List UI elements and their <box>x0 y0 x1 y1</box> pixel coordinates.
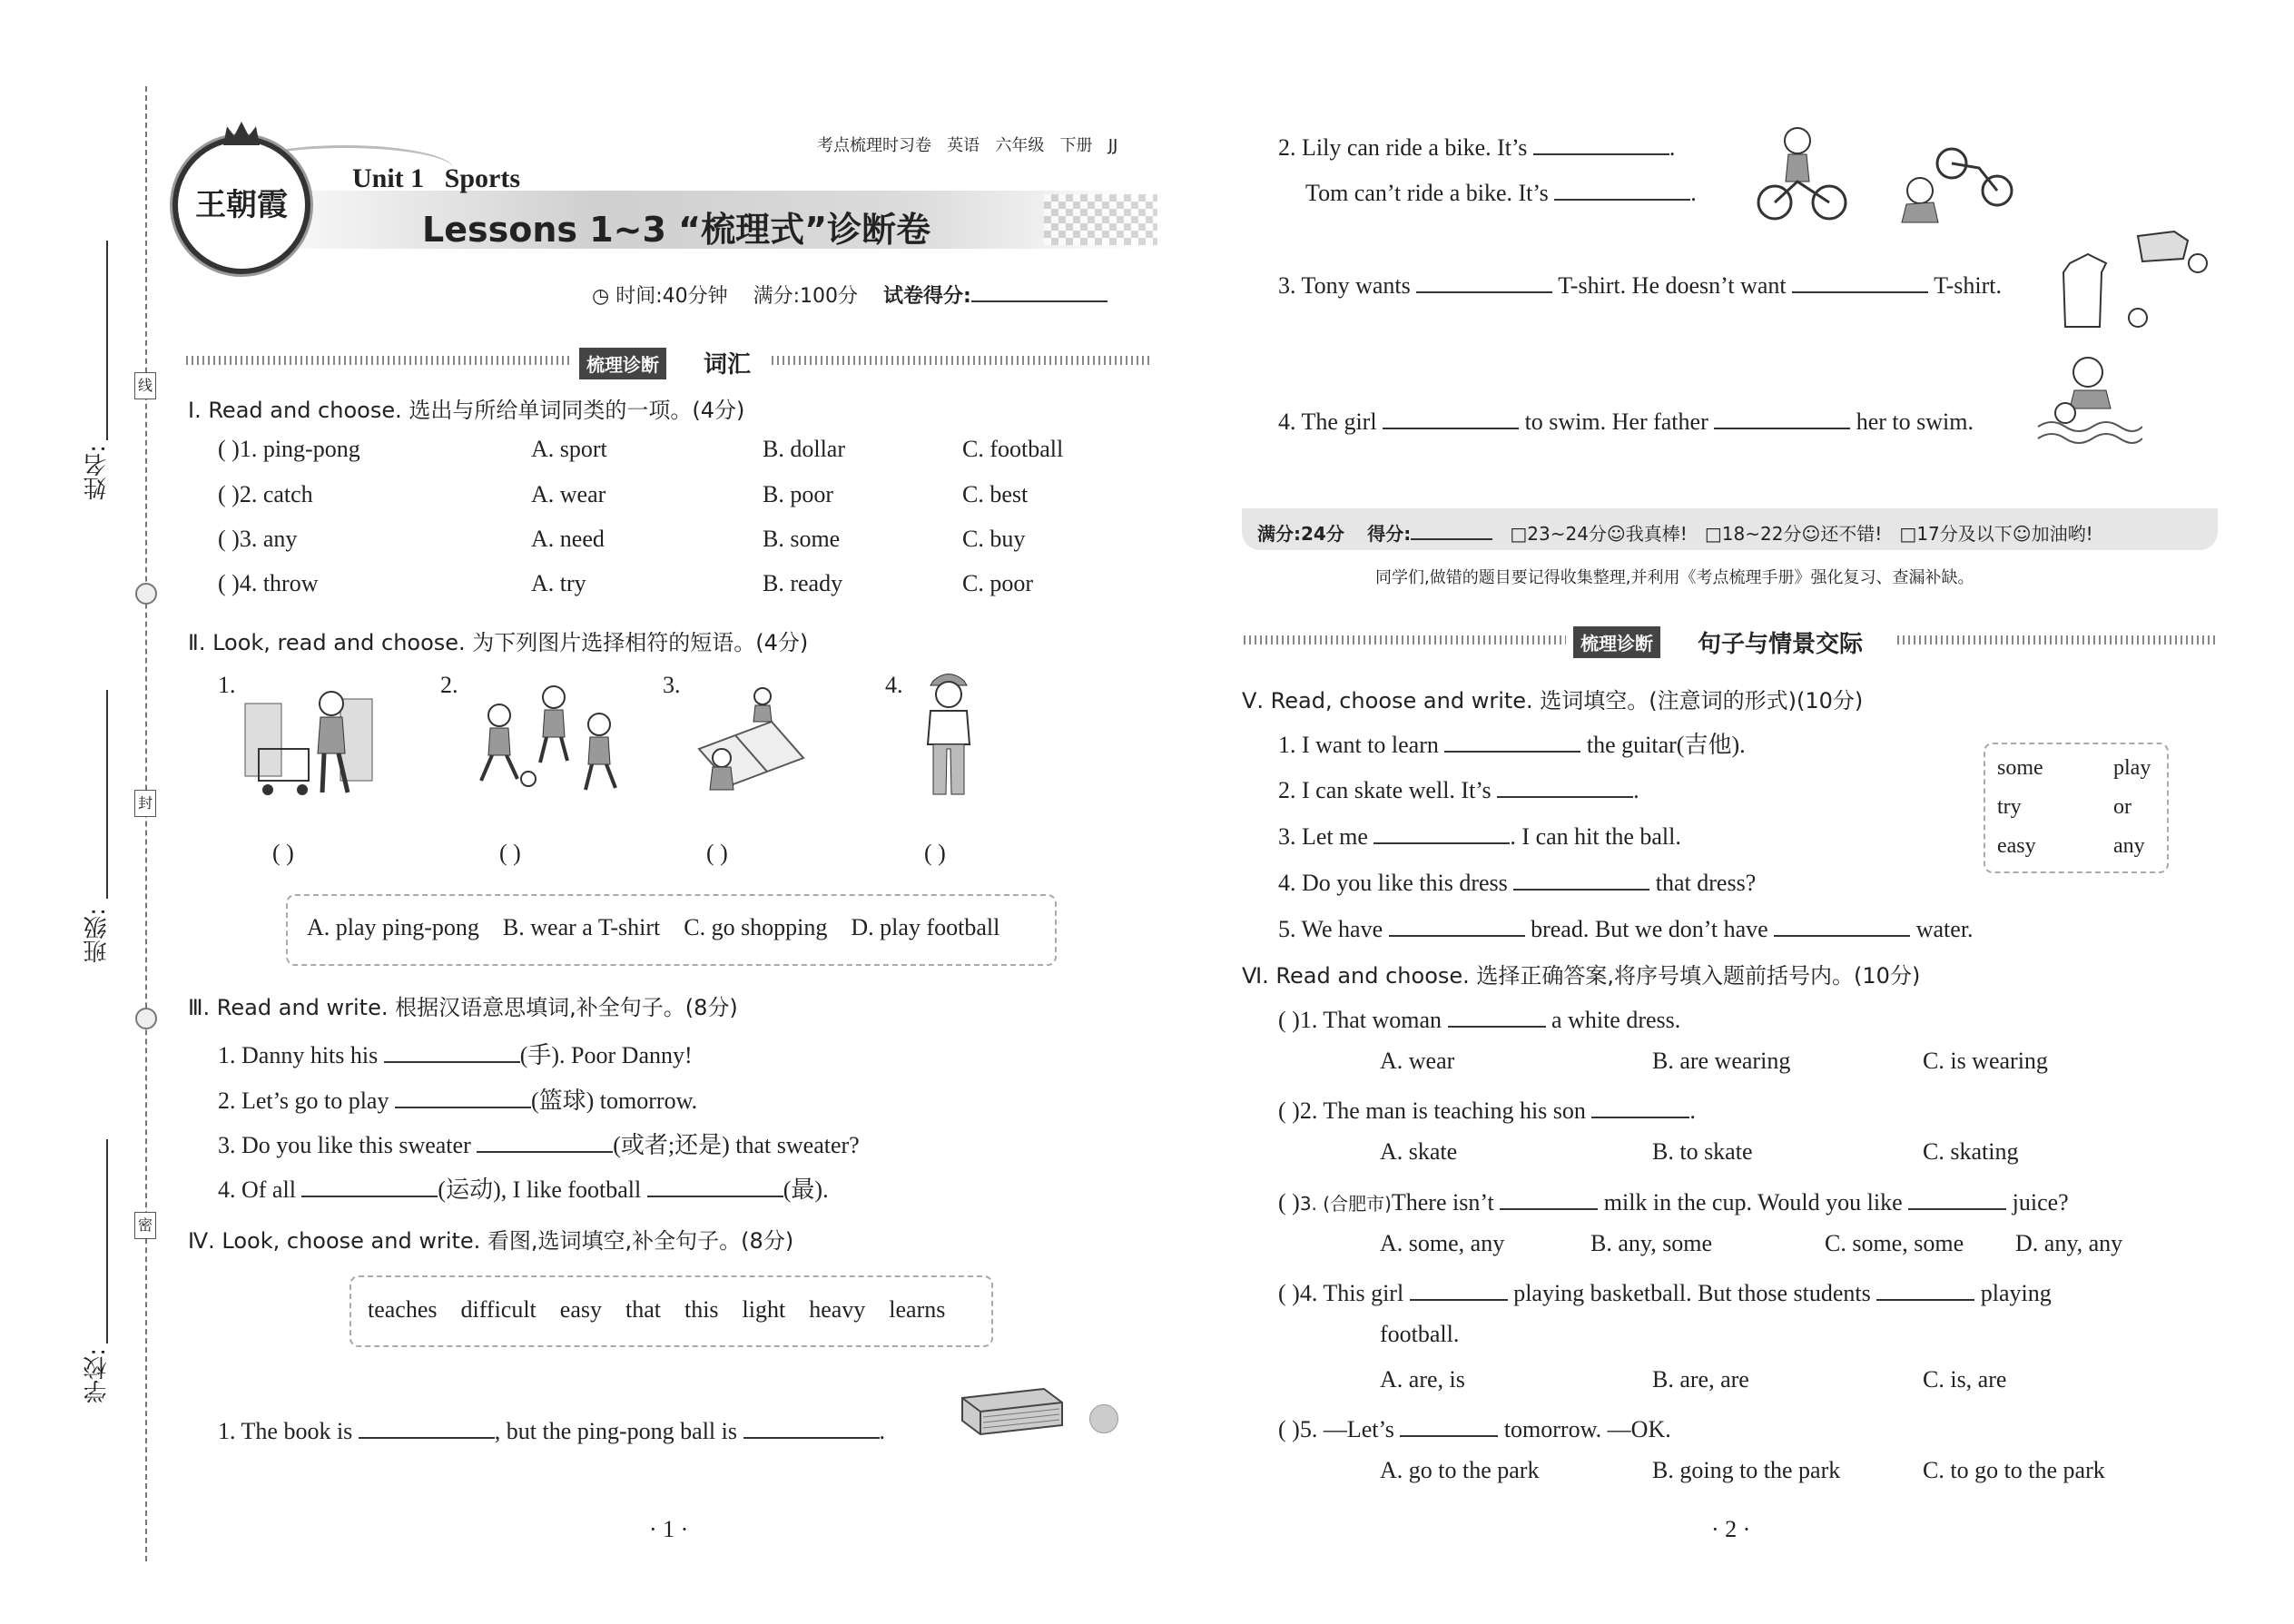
t-shirt-boy-picture <box>917 667 980 803</box>
q1-item: ( )2. catch <box>218 481 313 507</box>
section-title: 词汇 <box>704 351 752 379</box>
q1-option-a: A. need <box>531 526 605 552</box>
q3-title: Ⅲ. Read and write. 根据汉语意思填词,补全句子。(8分) <box>188 995 738 1020</box>
cut-mark-seal: 封 <box>134 790 156 817</box>
q2-num: 2. <box>440 672 458 698</box>
q5-word: any <box>2113 834 2145 858</box>
cut-mark-secret: 密 <box>134 1212 156 1239</box>
q1-list <box>218 436 1126 617</box>
answer-paren[interactable]: ( ) <box>1278 1416 1300 1442</box>
school-label: 学校: <box>84 1348 111 1403</box>
clock-icon: ◷ <box>592 285 610 308</box>
q1-item: ( )3. any <box>218 526 298 552</box>
q6-option[interactable]: B. any, some <box>1590 1230 1713 1256</box>
q5-line-5: 5. We have bread. But we don’t have water. <box>1278 911 1974 943</box>
q6-item-5: ( )5. —Let’s tomorrow. —OK. <box>1278 1412 1671 1443</box>
q6-option[interactable]: A. are, is <box>1380 1366 1465 1393</box>
q4-blank[interactable] <box>359 1413 495 1439</box>
section-rule <box>772 356 1153 365</box>
answer-paren[interactable]: ( ) <box>1278 1189 1300 1216</box>
bike-picture <box>1757 123 2029 227</box>
q1-option-b: B. poor <box>763 481 833 507</box>
answer-paren[interactable]: ( ) <box>1278 1007 1300 1033</box>
name-label: 姓名: <box>84 445 111 500</box>
ping-pong-picture <box>690 685 808 799</box>
q6-option[interactable]: A. skate <box>1380 1138 1458 1165</box>
q6-blank[interactable] <box>1400 1412 1498 1437</box>
q6-blank[interactable] <box>1591 1093 1689 1118</box>
cut-mark-line: 线 <box>134 372 156 399</box>
q1-option-a: A. sport <box>531 436 607 462</box>
q1-option-c: C. football <box>962 436 1064 462</box>
section-rule <box>1244 635 1566 645</box>
section-rule <box>186 356 572 365</box>
q4-words: teaches difficult easy that this light heavy learns <box>368 1296 946 1323</box>
q1-option-b: B. dollar <box>763 436 845 462</box>
q6-option[interactable]: B. are, are <box>1652 1366 1749 1393</box>
r-blank[interactable] <box>1533 130 1669 155</box>
q2-answer-paren[interactable]: ( ) <box>499 840 521 866</box>
q3-blank[interactable] <box>301 1172 438 1197</box>
q6-option[interactable]: A. some, any <box>1380 1230 1505 1256</box>
q2-answer-paren[interactable]: ( ) <box>706 840 728 866</box>
q3-line-2: 2. Let’s go to play (篮球) tomorrow. <box>218 1082 697 1116</box>
q6-option[interactable]: A. go to the park <box>1380 1457 1540 1483</box>
q5-blank[interactable] <box>1389 911 1525 937</box>
q6-option[interactable]: C. some, some <box>1825 1230 1964 1256</box>
q2-num: 3. <box>663 672 681 698</box>
q2-num: 1. <box>218 672 236 698</box>
q3-line-1: 1. Danny hits his (手). Poor Danny! <box>218 1037 693 1070</box>
q1-option-a: A. wear <box>531 481 606 507</box>
section-title: 句子与情景交际 <box>1698 631 1864 658</box>
r-blank[interactable] <box>1792 268 1928 293</box>
r-blank[interactable] <box>1714 404 1850 429</box>
score-bar-content: 满分:24分 得分: □23~24分☺我真棒! □18~22分☺还不错! □17分及以下☺加油哟! <box>1257 519 2093 546</box>
publisher-logo: 王朝霞 <box>172 136 310 274</box>
q6-option[interactable]: B. to skate <box>1652 1138 1753 1165</box>
q3-blank[interactable] <box>395 1083 531 1108</box>
q6-option[interactable]: C. to go to the park <box>1923 1457 2105 1483</box>
exam-meta: ◷ 时间:40分钟 满分:100分 试卷得分: <box>592 277 1108 309</box>
book-picture <box>958 1384 1067 1439</box>
r-line-3: 3. Tony wants T-shirt. He doesn’t want T-shirt. <box>1278 268 2002 300</box>
q6-blank[interactable] <box>1876 1275 1974 1301</box>
q5-word: some <box>1997 756 2043 780</box>
answer-paren[interactable]: ( ) <box>1278 1280 1300 1306</box>
page-number-2: · 2 · <box>1711 1516 1751 1542</box>
r-blank[interactable] <box>1416 268 1552 293</box>
r-line-2b: Tom can’t ride a bike. It’s . <box>1305 175 1697 207</box>
q5-word: easy <box>1997 834 2036 858</box>
smile-icon: ☺ <box>1606 523 1626 545</box>
binding-line <box>145 86 147 1561</box>
q6-item-2: ( )2. The man is teaching his son . <box>1278 1093 1696 1125</box>
swimming-picture <box>2033 349 2142 445</box>
q2-answer-paren[interactable]: ( ) <box>272 840 294 866</box>
q1-option-a: A. try <box>531 570 586 596</box>
q6-option[interactable]: B. are wearing <box>1652 1048 1791 1074</box>
t-shirts-picture <box>2047 227 2210 331</box>
q6-blank[interactable] <box>1908 1185 2006 1210</box>
binding-dot-icon <box>135 583 157 605</box>
q5-line-4: 4. Do you like this dress that dress? <box>1278 865 1756 897</box>
q6-option[interactable]: C. skating <box>1923 1138 2019 1165</box>
q3-blank[interactable] <box>384 1038 520 1063</box>
unit-title: Unit 1 Sports <box>352 163 521 193</box>
q6-option[interactable]: B. going to the park <box>1652 1457 1841 1483</box>
q4-title: Ⅳ. Look, choose and write. 看图,选词填空,补全句子。(8分) <box>188 1228 794 1254</box>
q1-item: ( )4. throw <box>218 570 319 596</box>
q5-word: play <box>2113 756 2151 780</box>
class-label: 班级: <box>84 908 111 963</box>
r-line-2a: 2. Lily can ride a bike. It’s . <box>1278 130 1675 162</box>
section-tag: 梳理诊断 <box>579 348 666 379</box>
review-note: 同学们,做错的题目要记得收集整理,并利用《考点梳理手册》强化复习、查漏补缺。 <box>1375 568 1974 587</box>
football-picture <box>463 681 626 799</box>
q2-num: 4. <box>885 672 903 698</box>
q1-title: Ⅰ. Read and choose. 选出与所给单词同类的一项。(4分) <box>188 398 745 423</box>
q5-line-1: 1. I want to learn the guitar(吉他). <box>1278 726 1746 760</box>
q6-option[interactable]: D. any, any <box>2015 1230 2123 1256</box>
q5-blank[interactable] <box>1774 911 1910 937</box>
r-blank[interactable] <box>1554 175 1690 201</box>
q5-blank[interactable] <box>1444 727 1580 753</box>
q1-item: ( )1. ping-pong <box>218 436 360 462</box>
q3-line-4: 4. Of all (运动), I like football (最). <box>218 1171 829 1205</box>
q3-blank[interactable] <box>477 1127 613 1153</box>
q4-blank[interactable] <box>743 1413 880 1439</box>
q6-title: Ⅵ. Read and choose. 选择正确答案,将序号填入题前括号内。(10分) <box>1242 963 1921 989</box>
q4-line-1: 1. The book is , but the ping-pong ball is . <box>218 1413 885 1445</box>
q2-options: A. play ping-pong B. wear a T-shirt C. go shopping D. play football <box>307 914 1000 940</box>
class-line <box>106 690 108 899</box>
r-blank[interactable] <box>1383 404 1519 429</box>
q5-word: try <box>1997 795 2022 819</box>
header-series: 考点梳理时习卷 英语 六年级 下册 JJ <box>817 136 1118 155</box>
section-tag: 梳理诊断 <box>1573 626 1660 658</box>
q6-item-4: ( )4. This girl playing basketball. But those students playing <box>1278 1275 2052 1307</box>
q1-option-c: C. best <box>962 481 1029 507</box>
q6-blank[interactable] <box>1410 1275 1508 1301</box>
binding-dot-icon <box>135 1008 157 1029</box>
q1-option-c: C. buy <box>962 526 1026 552</box>
q5-line-2: 2. I can skate well. It’s . <box>1278 773 1639 804</box>
q6-option[interactable]: C. is, are <box>1923 1366 2007 1393</box>
school-line <box>106 1139 108 1343</box>
name-line <box>106 241 108 440</box>
q6-item-1: ( )1. That woman a white dress. <box>1278 1002 1680 1034</box>
checker-decoration <box>1044 194 1157 245</box>
q5-blank[interactable] <box>1497 773 1633 798</box>
q6-option[interactable]: C. is wearing <box>1923 1048 2048 1074</box>
q5-blank[interactable] <box>1373 819 1510 844</box>
q2-answer-paren[interactable]: ( ) <box>924 840 946 866</box>
q6-item-3: ( )3. (合肥市)There isn’t milk in the cup. Would you like juice? <box>1278 1185 2069 1216</box>
q3-blank[interactable] <box>647 1172 783 1197</box>
q1-option-c: C. poor <box>962 570 1033 596</box>
q1-option-b: B. some <box>763 526 841 552</box>
q3-line-3: 3. Do you like this sweater (或者;还是) that sweater? <box>218 1127 860 1160</box>
q6-blank[interactable] <box>1448 1002 1546 1028</box>
neutral-face-icon: ☺ <box>1801 523 1821 545</box>
ping-pong-ball-picture <box>1089 1404 1118 1433</box>
q6-option[interactable]: A. wear <box>1380 1048 1455 1074</box>
page-title: Lessons 1~3 “梳理式”诊断卷 <box>422 210 931 250</box>
section-rule <box>1897 635 2215 645</box>
q5-line-3: 3. Let me . I can hit the ball. <box>1278 819 1681 851</box>
q5-word: or <box>2113 795 2132 819</box>
q6-blank[interactable] <box>1500 1185 1598 1210</box>
q6-item-4-cont: football. <box>1380 1321 1460 1347</box>
q2-title: Ⅱ. Look, read and choose. 为下列图片选择相符的短语。(4分) <box>188 630 809 655</box>
cheer-face-icon: ☺ <box>2012 523 2032 545</box>
r-line-4: 4. The girl to swim. Her father her to swim. <box>1278 404 1974 436</box>
answer-paren[interactable]: ( ) <box>1278 1097 1300 1124</box>
q5-title: Ⅴ. Read, choose and write. 选词填空。(注意词的形式)(10分) <box>1242 688 1864 714</box>
shopping-picture <box>241 685 377 803</box>
q5-blank[interactable] <box>1513 865 1649 891</box>
q1-option-b: B. ready <box>763 570 843 596</box>
page-number-1: · 1 · <box>649 1516 689 1542</box>
